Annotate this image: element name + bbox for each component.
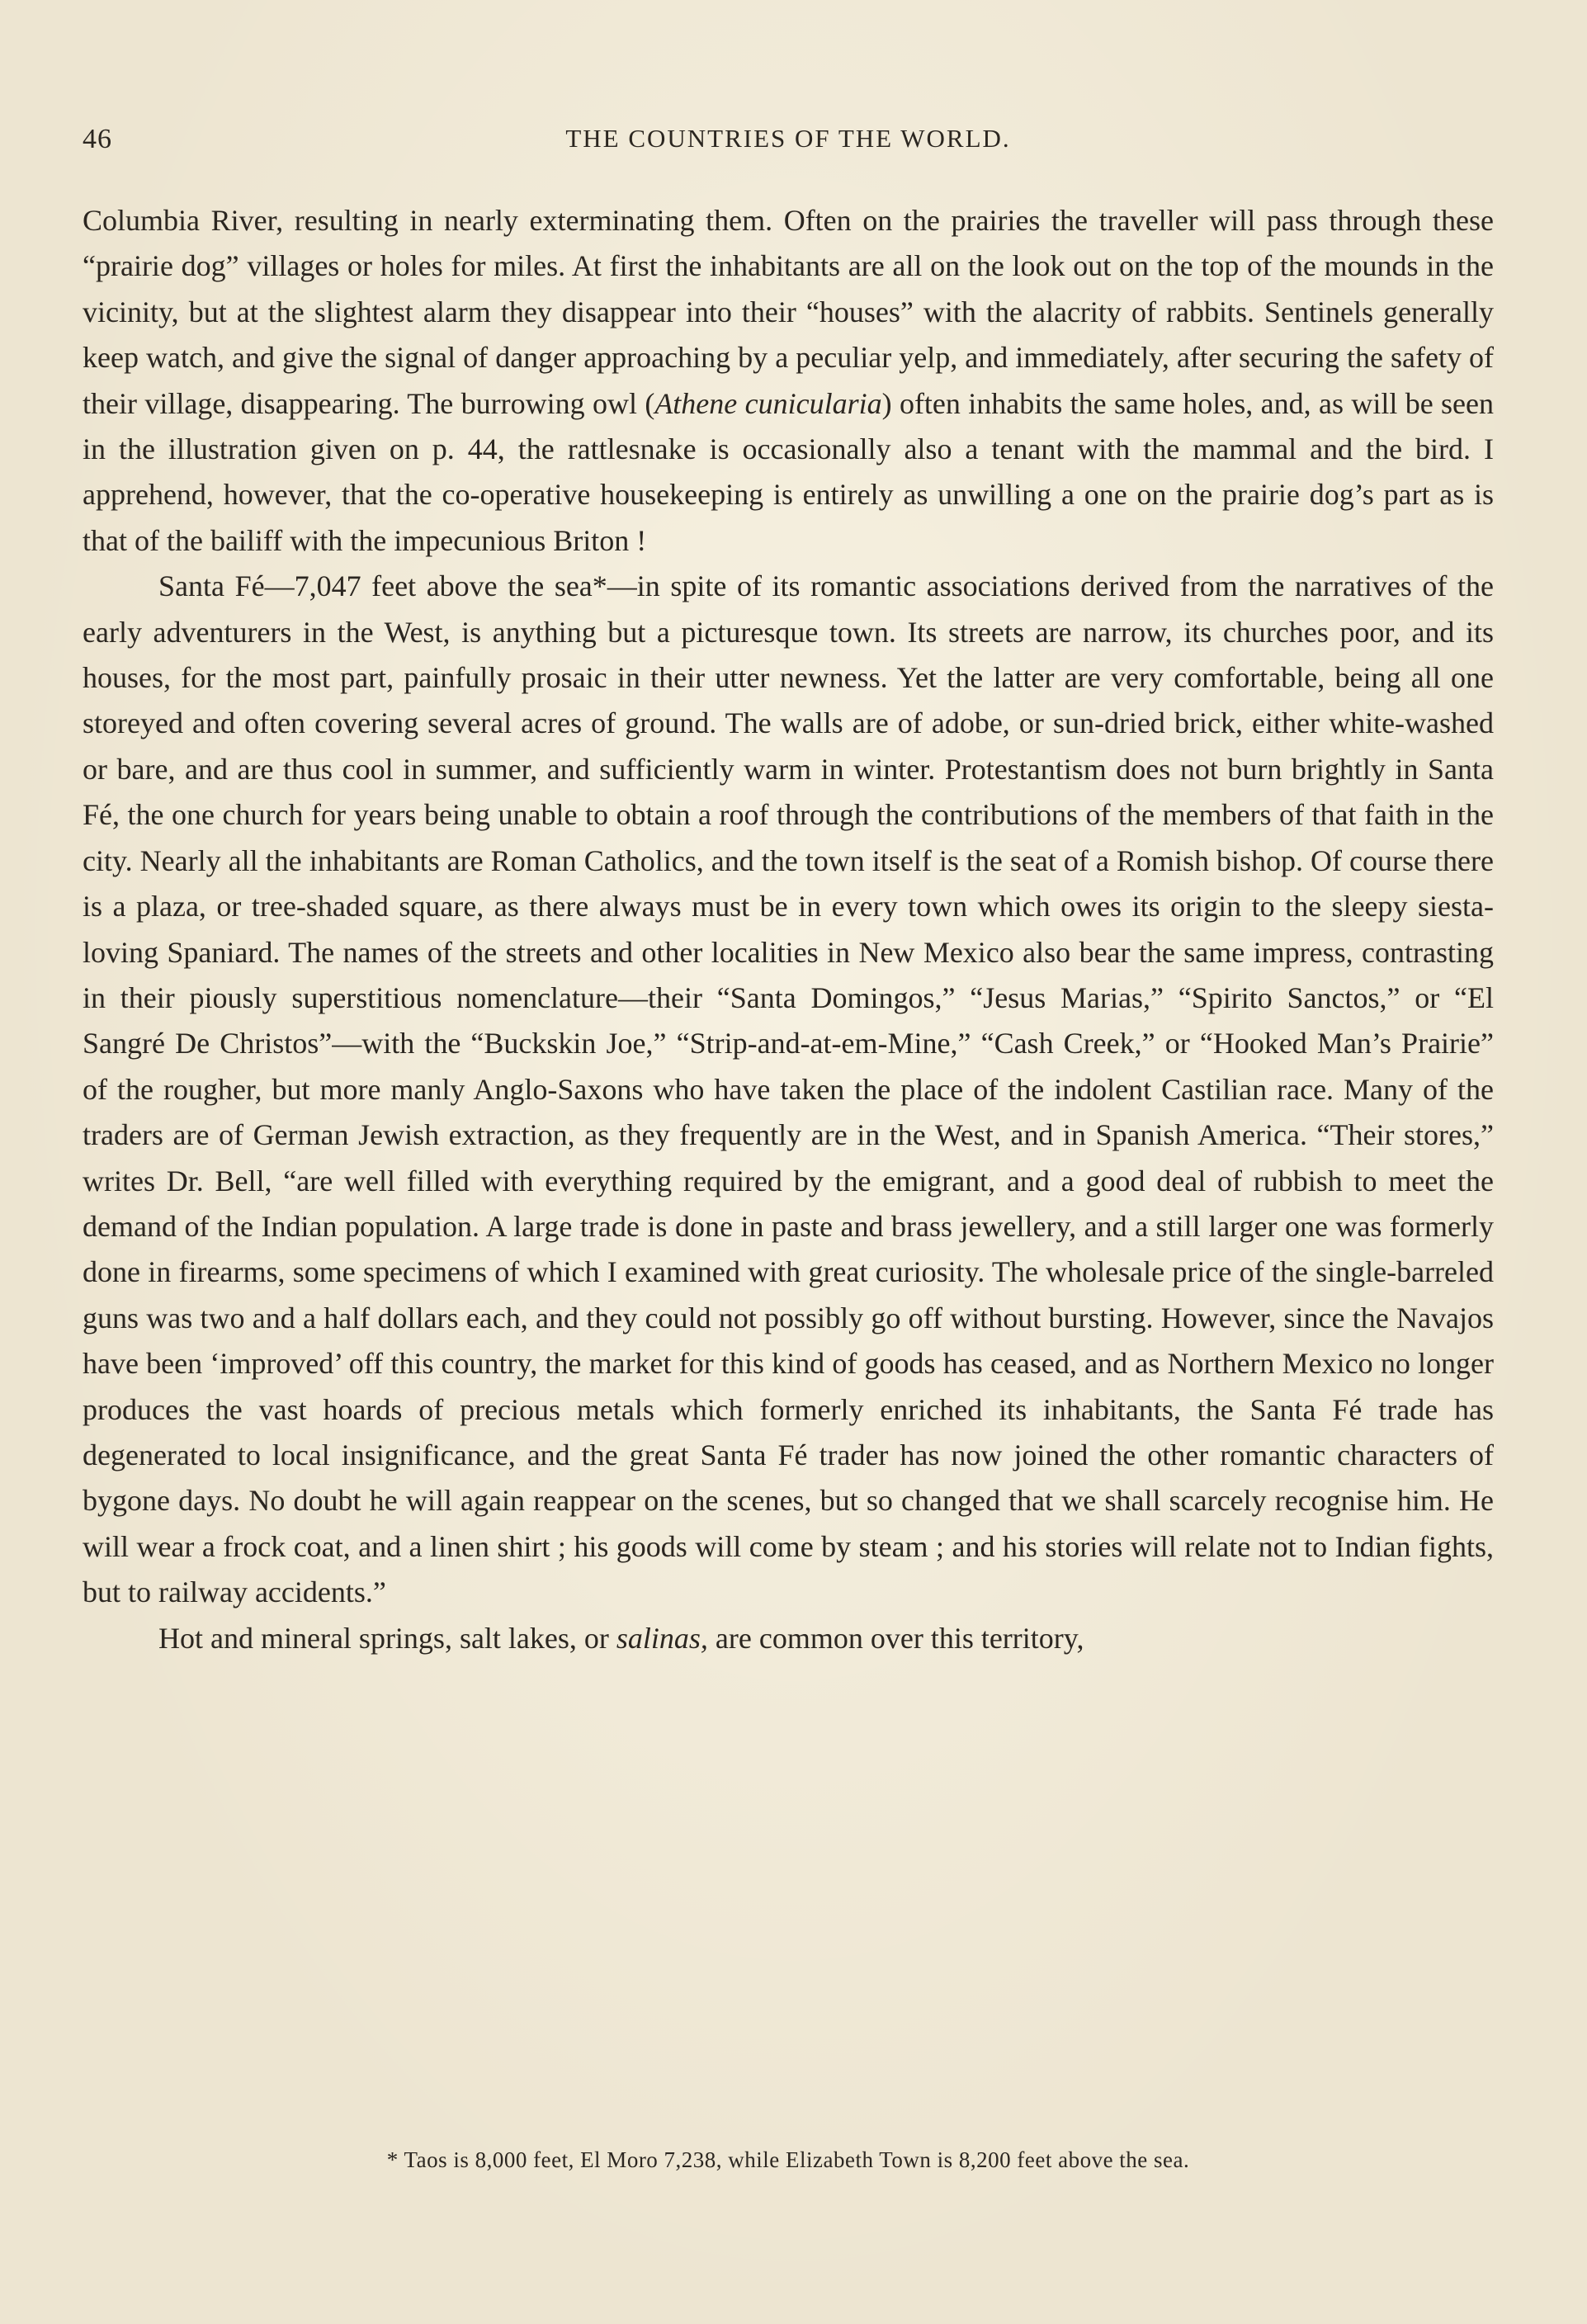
text-segment: Columbia River, resulting in nearly exterminating them. Often on the prairies the traveller will pass through these “prairie dog” villages or holes for miles. At first the inhabitants are all on the look out on the top of the mounds in the vicinity, but at the slightest alarm they disappear into their “houses” with the alacrity of rabbits. Sentinels generally keep watch, and give the signal of danger approaching by a peculiar yelp, and immediately, after securing the safety of their village, disappearing. The burrowing owl ( [83,204,1494,420]
text-segment: ) often inhabits the same holes, and, as will be seen in the illustration given on p. 44, the rattlesnake is occasionally also a tenant with the mammal and the bird. I apprehend, however, that the co-operative housekeeping is entirely as unwilling a one on the prairie dog’s part as is that of the bailiff with the impecunious Briton ! [83,386,1494,557]
paragraph-santa-fe [83,564,1494,1615]
italic-species-name: Athene cunicularia [654,386,882,420]
page-header-title: THE COUNTRIES OF THE WORLD. [565,124,1011,153]
page-number: 46 [83,124,112,154]
italic-term-salinas: salinas, [616,1621,708,1655]
running-head [83,124,1494,165]
footnote: * Taos is 8,000 feet, El Moro 7,238, while Elizabeth Town is 8,200 feet above the sea. [386,2147,1190,2172]
text-segment: Hot and mineral springs, salt lakes, or [158,1621,616,1655]
text-segment: Santa Fé—7,047 feet above the sea*—in spite of its romantic associations derived from the narratives of the early adventurers in the West, is anything but a picturesque town. Its streets are narrow, its churches poor, and its houses, for the most part, painfully prosaic in their utter newness. Yet the latter are very comfortable, being all one storeyed and often covering several acres of ground. The walls are of adobe, or sun-dried brick, either white-washed or bare, and are thus cool in summer, and sufficiently warm in winter. Protestantism does not burn brightly in Santa Fé, the one church for years being unable to obtain a roof through the contributions of the members of that faith in the city. Nearly all the inhabitants are Roman Catholics, and the town itself is the seat of a Romish bishop. Of course there is a plaza, or tree-shaded square, as there always must be in every town which owes its origin to the sleepy siesta-loving Spaniard. The names of the streets and other localities in New Mexico also bear the same impress, contrasting in their piously superstitious nomenclature—their “Santa Domingos,” “Jesus Marias,” “Spirito Sanctos,” or “El Sangré De Christos”—with the “Buckskin Joe,” “Strip-and-at-em-Mine,” “Cash Creek,” or “Hooked Man’s Prairie” of the rougher, but more manly Anglo-Saxons who have taken the place of the indolent Castilian race. Many of the traders are of German Jewish extraction, as they frequently are in the West, and in Spanish America. “Their stores,” writes Dr. Bell, “are well filled with everything required by the emigrant, and a good deal of rubbish to meet the demand of the Indian population. A large trade is done in paste and brass jewellery, and a still larger one was formerly done in firearms, some specimens of which I examined with great curiosity. The wholesale price of the single-barreled guns was two and a half dollars each, and they could not possibly go off without bursting. However, since the Navajos have been ‘improved’ off this country, the market for this kind of goods has ceased, and as Northern Mexico no longer produces the vast hoards of precious metals which formerly enriched its inhabitants, the Santa Fé trade has degenerated to local insignificance, and the great Santa Fé trader has now joined the other romantic characters of bygone days. No doubt he will again reappear on the scenes, but so changed that we shall scarcely recognise him. He will wear a frock coat, and a linen shirt ; his goods will come by steam ; and his stories will relate not to Indian fights, but to railway accidents.” [83,569,1494,1609]
paragraph-springs [83,1616,1494,1661]
text-segment: are common over this territory, [707,1621,1084,1655]
body-text [83,198,1494,1661]
paragraph-prairie-dog [83,198,1494,564]
